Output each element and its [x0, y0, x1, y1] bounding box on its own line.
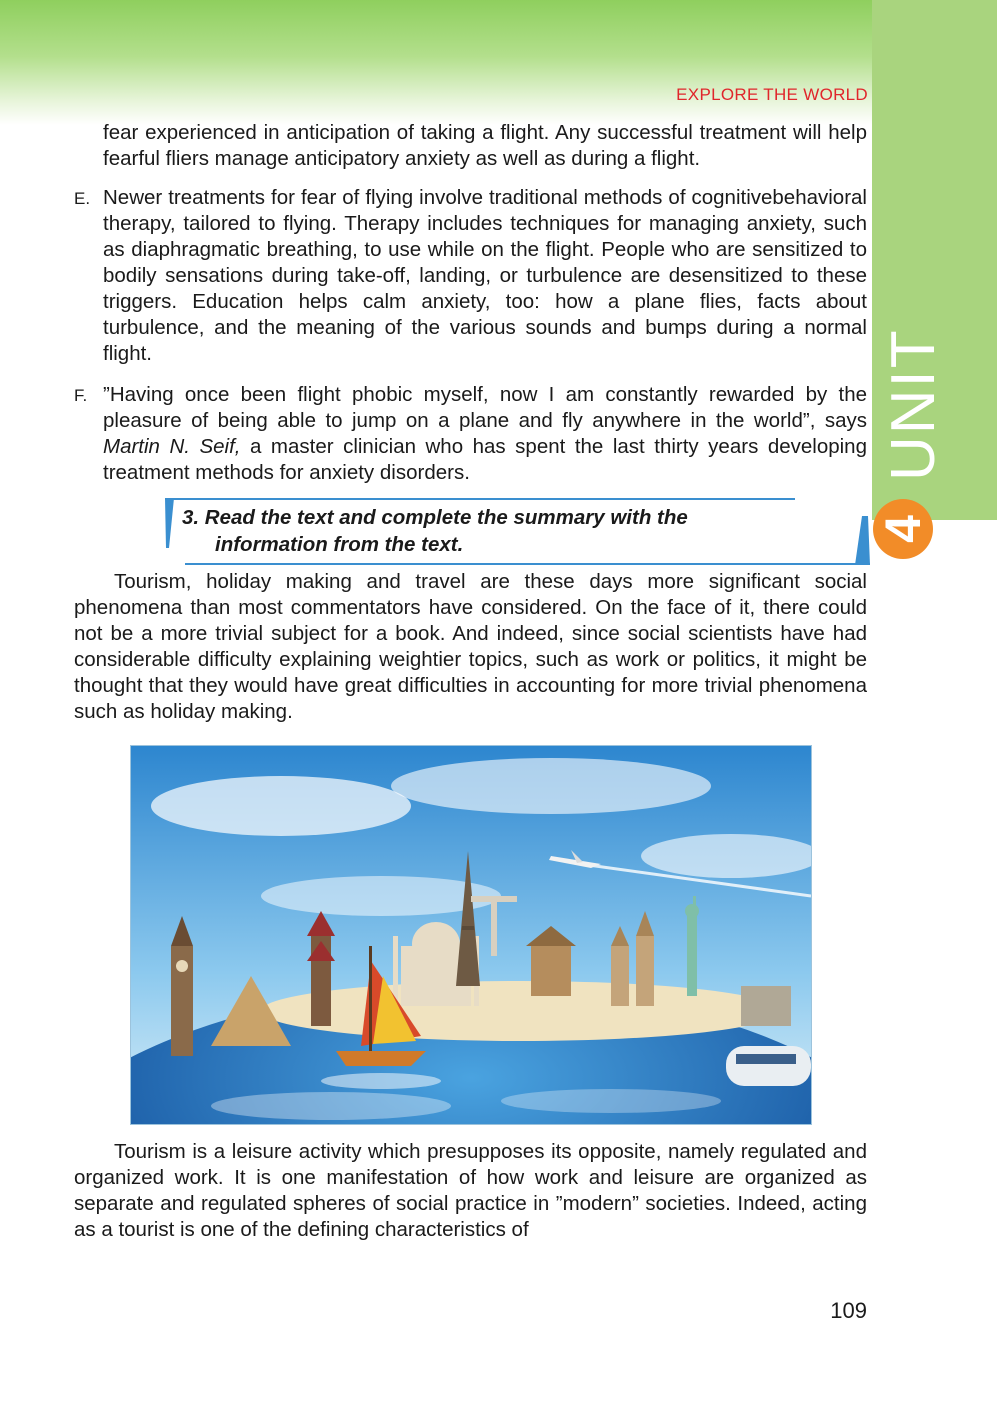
unit-number: 4: [875, 515, 931, 543]
quote-text-end: a master clinician who has spent the last thirty years developing treatment methods for anxiety disorders.: [103, 435, 867, 484]
continued-paragraph: fear experienced in anticipation of taking a flight. Any successful treatment will help fearful fliers manage anticipatory anxiety as well as during a flight.: [103, 121, 867, 170]
item-text: [103, 382, 867, 486]
unit-label: UNIT: [879, 328, 948, 482]
landmarks-illustration: [131, 746, 811, 1124]
list-item-f: [74, 382, 867, 486]
running-head: EXPLORE THE WORLD: [676, 85, 868, 104]
item-marker: F.: [74, 386, 88, 405]
person-name: Martin N. Seif,: [103, 435, 241, 458]
item-text: Newer treatments for fear of flying involve traditional methods of cognitivebehavioral therapy, tailored to flying. Therapy includes techniques for managing anxiety, such as diaphragmatic breathing, to use while on the flight. People who are sensitized to bodily sensations during take-off, landing, or turbulence are desensitized to these triggers. Education helps calm anxiety, too: how a plane flies, facts about turbulence, and the meaning of the various sounds and bumps during a normal flight.: [103, 186, 867, 365]
header-gradient-band: [0, 0, 872, 125]
task-instruction: [182, 504, 842, 558]
task-line-2: information from the text.: [215, 533, 464, 556]
summary-paragraph-1: Tourism, holiday making and travel are these days more significant social phenomena than most commentators have considered. On the face of it, there could not be a more trivial subject for a book. And indeed, since social scientists have had considerable difficulty explaining weightier topics, such as work or politics, it might be thought that they would have great difficulties in accounting for more trivial phenomena such as holiday making.: [74, 570, 867, 723]
quote-text: ”Having once been flight phobic myself, now I am constantly rewarded by the pleasure of being able to jump on a plane and fly anywhere in the world”, says: [103, 383, 867, 432]
unit-number-badge: [873, 499, 933, 559]
task-line-1: 3. Read the text and complete the summary with the: [182, 506, 688, 529]
page-number: 109: [830, 1298, 867, 1323]
list-item-e: [74, 185, 867, 367]
summary-paragraph-2: Tourism is a leisure activity which presupposes its opposite, namely regulated and organized work. It is one manifestation of how work and leisure are organized as separate and regulated spheres of social practice in ”modern” societies. Indeed, acting as a tourist is one of the defining characteristics of: [74, 1140, 867, 1241]
item-marker: E.: [74, 189, 91, 208]
travel-landmarks-photo: [130, 745, 812, 1125]
